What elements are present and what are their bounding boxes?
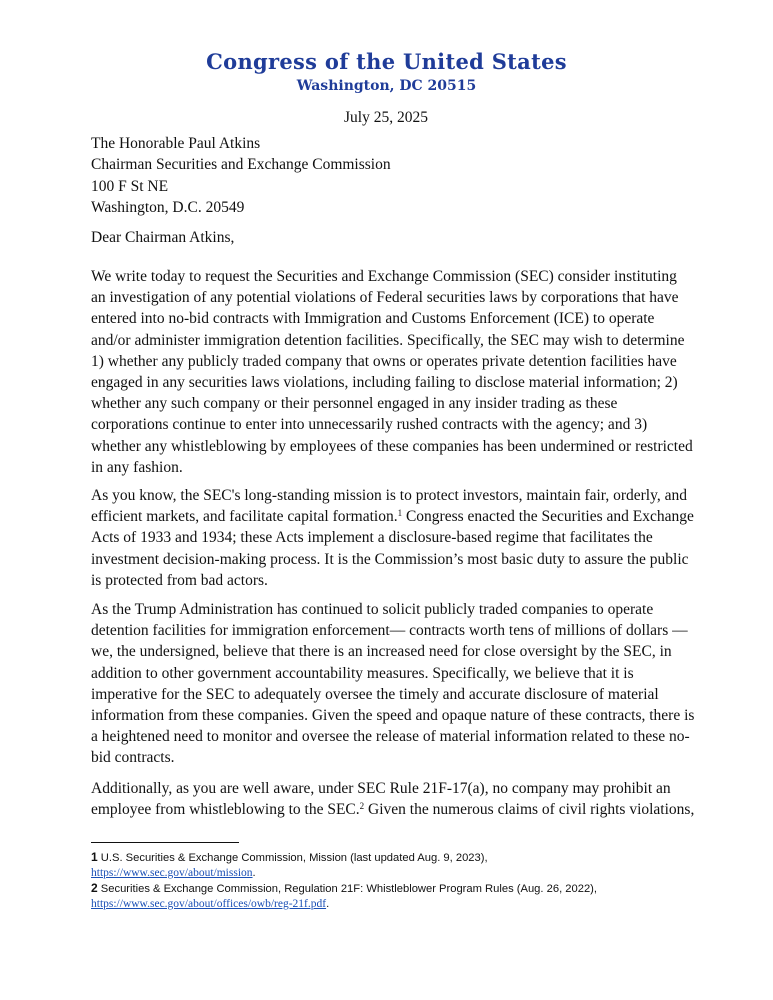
paragraph-line: entered into no-bid contracts with Immigration and Customs Enforcement (ICE) to operate xyxy=(91,310,655,328)
paragraph-line: detention facilities for immigration enforcement— contracts worth tens of millions of dollars — xyxy=(91,622,688,640)
paragraph-line: Additionally, as you are well aware, under SEC Rule 21F-17(a), no company may prohibit an xyxy=(91,780,671,797)
paragraph-line xyxy=(91,799,694,820)
paragraph-line: whether any whistleblowing by employees of these companies has been undermined or restricted xyxy=(91,437,693,455)
paragraph-line: a heightened need to monitor and oversee the release of material information related to these no- xyxy=(91,728,690,746)
paragraph-line: imperative for the SEC to adequately oversee the timely and accurate disclosure of material xyxy=(91,685,659,703)
recipient-name: The Honorable Paul Atkins xyxy=(91,135,261,152)
footnote-number: 1 xyxy=(91,850,98,864)
paragraph-line: whether any such company or their personnel engaged in any insider trading as these xyxy=(91,395,618,413)
paragraph-text: Given the numerous claims of civil rights violations, xyxy=(364,801,695,819)
footnote-number: 2 xyxy=(91,881,98,895)
paragraph-line: in any fashion. xyxy=(91,458,183,476)
paragraph-line: We write today to request the Securities and Exchange Commission (SEC) consider instituting xyxy=(91,268,677,285)
paragraph-line: 1) whether any publicly traded company that owns or operates private detention facilities have xyxy=(91,352,677,370)
paragraph-line: As you know, the SEC's long-standing mission is to protect investors, maintain fair, orderly, and xyxy=(91,487,687,504)
recipient-street: 100 F St NE xyxy=(91,177,169,195)
paragraph-line: an investigation of any potential violations of Federal securities laws by corporations that have xyxy=(91,289,679,307)
paragraph-text: employee from whistleblowing to the SEC. xyxy=(91,801,360,819)
paragraph-text: efficient markets, and facilitate capital formation. xyxy=(91,508,398,526)
letterhead-title: Congress of the United States xyxy=(206,49,567,74)
footnote-ref-1[interactable]: 1 xyxy=(397,508,403,519)
paragraph-line: Acts of 1933 and 1934; these Acts implement a disclosure-based regime that facilitates the xyxy=(91,529,653,547)
salutation: Dear Chairman Atkins, xyxy=(91,229,235,246)
footnote-link[interactable]: https://www.sec.gov/about/mission xyxy=(91,867,253,879)
letter-date: July 25, 2025 xyxy=(344,109,428,126)
recipient-title: Chairman Securities and Exchange Commission xyxy=(91,156,391,174)
paragraph-line: we, the undersigned, believe that there is an increased need for close oversight by the SEC, in xyxy=(91,643,672,661)
footnote-link[interactable]: https://www.sec.gov/about/offices/owb/reg-21f.pdf xyxy=(91,898,327,910)
footnote-ref-2[interactable]: 2 xyxy=(359,801,365,812)
paragraph-2 xyxy=(91,485,694,591)
paragraph-3 xyxy=(91,599,694,769)
letterhead-subtitle: Washington, DC 20515 xyxy=(296,78,477,94)
paragraph-text: Congress enacted the Securities and Exchange xyxy=(402,508,694,526)
footnote-tail: . xyxy=(252,867,256,879)
paragraph-1 xyxy=(91,266,693,478)
paragraph-line: As the Trump Administration has continued to solicit publicly traded companies to operate xyxy=(91,601,654,618)
footnote-text: U.S. Securities & Exchange Commission, Mission (last updated Aug. 9, 2023), xyxy=(97,852,488,864)
paragraph-line: is protected from bad actors. xyxy=(91,571,268,589)
paragraph-4 xyxy=(91,778,694,820)
paragraph-line: investment decision-making process. It is the Commission’s most basic duty to assure the public xyxy=(91,550,689,568)
footnote-1 xyxy=(91,850,488,881)
paragraph-line: information from these companies. Given the speed and opaque nature of these contracts, there is xyxy=(91,707,695,725)
footnote-text: Securities & Exchange Commission, Regulation 21F: Whistleblower Program Rules (Aug. 26, 2022), xyxy=(97,883,598,895)
recipient-address xyxy=(91,133,391,219)
paragraph-line: corporations continue to enter into unnecessarily rushed contracts with the agency; and 3) xyxy=(91,416,648,434)
paragraph-line xyxy=(91,506,694,527)
paragraph-line: and/or administer immigration detention facilities. Specifically, the SEC may wish to determine xyxy=(91,331,685,349)
paragraph-line: engaged in any securities laws violations, including failing to disclose material information; 2) xyxy=(91,374,678,392)
footnote-tail: . xyxy=(326,898,330,910)
paragraph-line: addition to other government accountability measures. Specifically, we believe that it is xyxy=(91,664,634,682)
paragraph-line: bid contracts. xyxy=(91,749,175,767)
footnote-divider xyxy=(91,842,239,843)
footnote-2 xyxy=(91,881,597,912)
recipient-city: Washington, D.C. 20549 xyxy=(91,199,245,217)
